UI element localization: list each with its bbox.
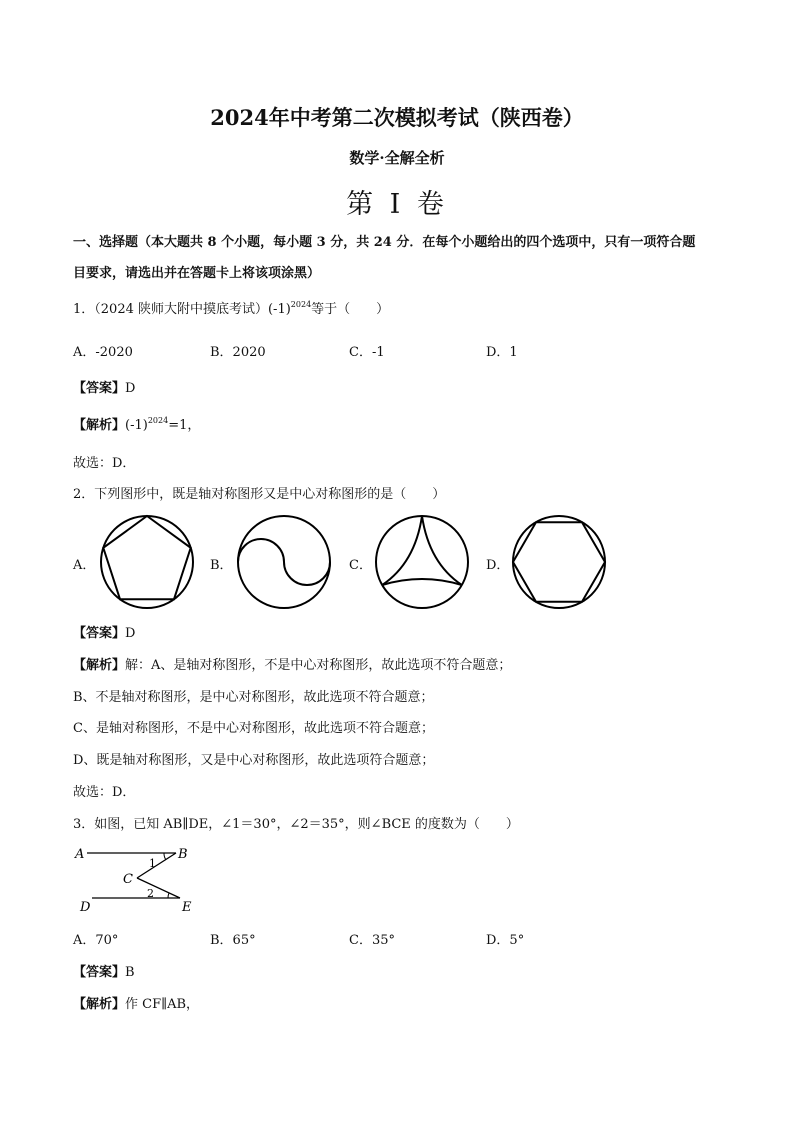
q3-option-a: A．70°	[73, 933, 119, 948]
label-a: A	[75, 847, 85, 862]
q3-option-b: B．65°	[210, 933, 256, 948]
q3-analysis: 【解析】作 CF∥AB，	[73, 997, 200, 1012]
yin-yang-curve-figure	[235, 513, 333, 611]
q2-analysis-line3: C、是轴对称图形，不是中心对称图形，故此选项不符合题意；	[73, 721, 434, 736]
q1-answer: 【答案】D	[73, 381, 136, 396]
q2-answer: 【答案】D	[73, 626, 136, 641]
q2-option-a-label: A．	[73, 558, 96, 573]
page-title: 2024年中考第二次模拟考试（陕西卷）	[210, 105, 584, 130]
q2-analysis-line4: D、既是轴对称图形，又是中心对称图形，故此选项符合题意；	[73, 753, 435, 768]
q1-option-a: A．-2020	[73, 345, 133, 360]
question-1-stem: 1．（2024 陕师大附中摸底考试）$(-1)^{2024}$等于（ ）	[73, 300, 390, 317]
q2-conclusion: 故选：D．	[73, 785, 136, 800]
q2-analysis-line1: 【解析】解：A、是轴对称图形，不是中心对称图形，故此选项不符合题意；	[73, 658, 512, 673]
parallel-lines-angle-figure	[70, 843, 200, 915]
q1-option-c: C．-1	[349, 345, 385, 360]
q2-option-c-label: C．	[349, 558, 372, 573]
page-subtitle: 数学·全解全析	[349, 149, 445, 167]
question-2-stem: 2．下列图形中，既是轴对称图形又是中心对称图形的是（ ）	[73, 487, 446, 502]
pentagon-in-circle-figure	[98, 513, 196, 611]
label-b: B	[178, 847, 188, 862]
q2-option-b-label: B．	[210, 558, 233, 573]
q3-answer: 【答案】B	[73, 965, 135, 980]
q1-option-b: B．2020	[210, 345, 266, 360]
hexagon-in-circle-figure	[510, 513, 608, 611]
label-e: E	[182, 900, 192, 915]
q2-analysis-line2: B、不是轴对称图形，是中心对称图形，故此选项不符合题意；	[73, 690, 434, 705]
q3-option-c: C．35°	[349, 933, 395, 948]
label-angle2: 2	[147, 887, 154, 900]
volume-heading: 第 I 卷	[346, 189, 448, 220]
q3-option-d: D．5°	[486, 933, 525, 948]
q1-option-d: D．1	[486, 345, 518, 360]
q2-option-d-label: D．	[486, 558, 510, 573]
label-d: D	[80, 900, 91, 915]
label-c: C	[123, 872, 133, 887]
curved-triangle-figure	[373, 513, 471, 611]
label-angle1: 1	[149, 857, 156, 870]
q1-analysis: 【解析】$(-1)^{2024}=1$，	[73, 416, 201, 433]
section-instructions-line2: 目要求，请选出并在答题卡上将该项涂黑）	[73, 266, 321, 281]
section-instructions-line1: 一、选择题（本大题共 8 个小题，每小题 3 分，共 24 分．在每个小题给出的四个选项中，只有一项符合题	[73, 235, 696, 250]
q1-conclusion: 故选：D．	[73, 456, 136, 471]
question-3-stem: 3．如图，已知 AB∥DE，∠1＝30°，∠2＝35°，则∠BCE 的度数为（ ）	[73, 817, 519, 832]
